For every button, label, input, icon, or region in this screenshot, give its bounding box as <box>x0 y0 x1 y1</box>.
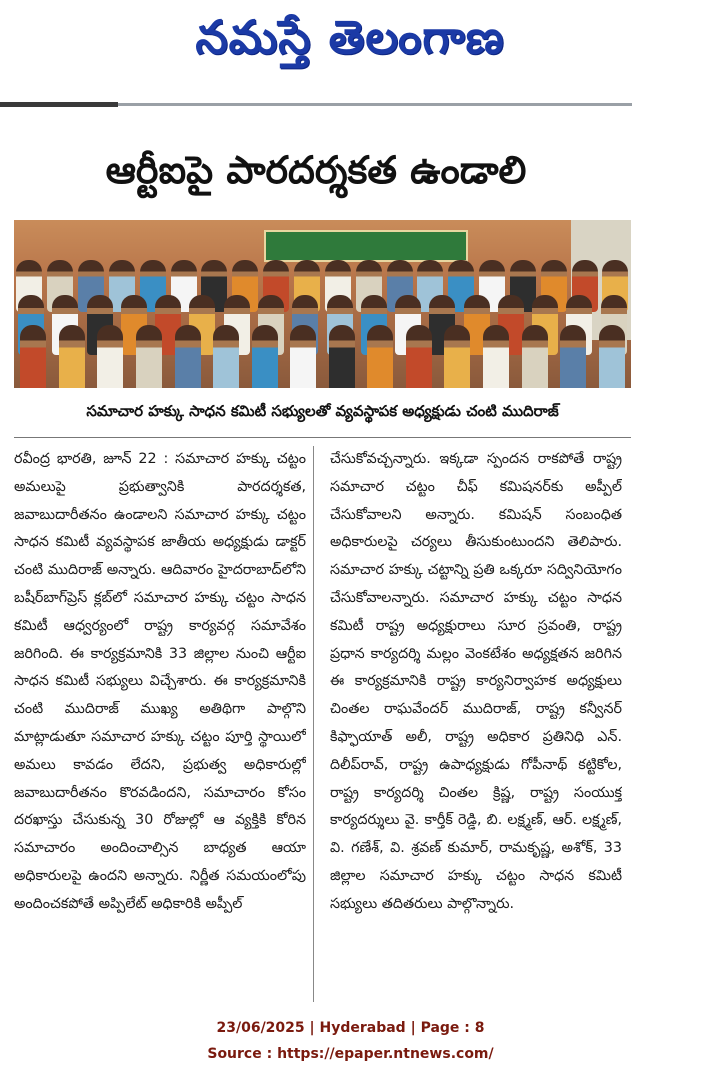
photo-person <box>522 325 548 388</box>
photo-banner <box>264 230 468 262</box>
photo-person <box>97 325 123 388</box>
photo-person <box>367 325 393 388</box>
photo-person <box>213 325 239 388</box>
column-divider <box>313 446 314 1002</box>
photo-person <box>252 325 278 388</box>
photo-person <box>444 325 470 388</box>
photo-person <box>599 325 625 388</box>
article-body-left-column <box>14 446 306 1002</box>
article-body-left-text: రవీంద్ర భారతి, జూన్ 22 : సమాచార హక్కు చట్టం అమలుపై ప్రభుత్వానికి పారదర్శకత, జవాబుదారీతనం ఉండాలని సమాచార హక్కు చట్టం సాధన కమిటీ వ్యవస్థాపక జాతీయ అధ్యక్షుడు డాక్టర్ చంటి ముదిరాజ్ అన్నారు. ఆదివారం హైదరాబాద్‌లోని బషీర్‌బాగ్‌ప్రెస్ క్లబ్‌లో సమాచార హక్కు చట్టం సాధన కమిటీ ఆధ్వర్యంలో రాష్ట్ర కార్యవర్గ సమావేశం జరిగింది. ఈ కార్యక్రమానికి 33 జిల్లాల నుంచి ఆర్టీఐ సాధన కమిటీ సభ్యులు విచ్చేశారు. ఈ కార్యక్రమానికి చంటి ముదిరాజ్ ముఖ్య అతిథిగా పాల్గొని మాట్లాడుతూ సమాచార హక్కు చట్టం పూర్తి స్థాయిలో అమలు కావడం లేదని, ప్రభుత్వ అధికారుల్లో జవాబుదారీతనం కొరవడిందని, సమాచారం కోసం దరఖాస్తు చేసుకున్న 30 రోజుల్లో ఆ వ్యక్తికి కోరిన సమాచారం అందించాల్సిన బాధ్యత ఆయా అధికారులపై ఉందని అన్నారు. నిర్ణీత సమయంలోపు అందించకపోతే అప్పిలేట్ అధికారికి అప్పీల్ <box>14 451 306 912</box>
footer-dateline: 23/06/2025 | Hyderabad | Page : 8 <box>216 1020 485 1036</box>
photo-person <box>560 325 586 388</box>
photo-person <box>20 325 46 388</box>
masthead-rule-light <box>118 103 632 106</box>
masthead-rule-dark <box>0 102 118 107</box>
photo-person <box>290 325 316 388</box>
photo-person <box>175 325 201 388</box>
photo-person <box>483 325 509 388</box>
photo-person <box>136 325 162 388</box>
article-body-right-column <box>330 446 622 1002</box>
photo-person <box>59 325 85 388</box>
article-headline: ఆర్టీఐపై పారదర్శకత ఉండాలి <box>105 148 527 192</box>
photo-person <box>406 325 432 388</box>
photo-person <box>329 325 355 388</box>
article-body-right-text: చేసుకోవచ్చన్నారు. ఇక్కడా స్పందన రాకపోతే రాష్ట్ర సమాచార చట్టం చీఫ్ కమిషనర్‌కు అప్పీల్ చేసుకోవాలని అన్నారు. కమిషన్ సంబంధిత అధికారులపై చర్యలు తీసుకుంటుందని తెలిపారు. సమాచార హక్కు చట్టాన్ని ప్రతి ఒక్కరూ సద్వినియోగం చేసుకోవాలన్నారు. సమాచార హక్కు చట్టం సాధన కమిటీ రాష్ట్ర అధ్యక్షురాలు సూర స్రవంతి, రాష్ట్ర ప్రధాన కార్యదర్శి మల్లం వెంకటేశం అధ్యక్షతన జరిగిన ఈ కార్యక్రమానికి రాష్ట్ర కార్యనిర్వాహక అధ్యక్షులు చింతల రాఘవేందర్ ముదిరాజ్, రాష్ట్ర కన్వీనర్ కిఫ్ఫాయాత్ అలీ, రాష్ట్ర అధికార ప్రతినిధి ఎన్. దిలీప్‌రావ్, రాష్ట్ర ఉపాధ్యక్షుడు గోపీనాథ్ కట్టికోల, రాష్ట్ర కార్యదర్శి చింతల క్రిష్ణ, రాష్ట్ర సంయుక్త కార్యదర్శులు వై. కార్తీక్ రెడ్డి, బి. లక్ష్మణ్, ఆర్. లక్ష్మణ్, వి. గణేశ్, వి. శ్రవణ్ కుమార్, రామకృష్ణ, అశోక్, 33 జిల్లాల సమాచార హక్కు చట్టం సాధన కమిటీ సభ్యులు తదితరులు పాల్గొన్నారు. <box>330 451 622 912</box>
caption-divider <box>14 437 631 438</box>
masthead-logo: నమస్తే తెలంగాణ <box>195 10 505 64</box>
photo-caption: సమాచార హక్కు సాధన కమిటీ సభ్యులతో వ్యవస్థాపక అధ్యక్షుడు చంటి ముదిరాజ్ <box>86 402 559 420</box>
article-photo <box>14 220 631 388</box>
footer-source: Source : https://epaper.ntnews.com/ <box>207 1046 494 1062</box>
